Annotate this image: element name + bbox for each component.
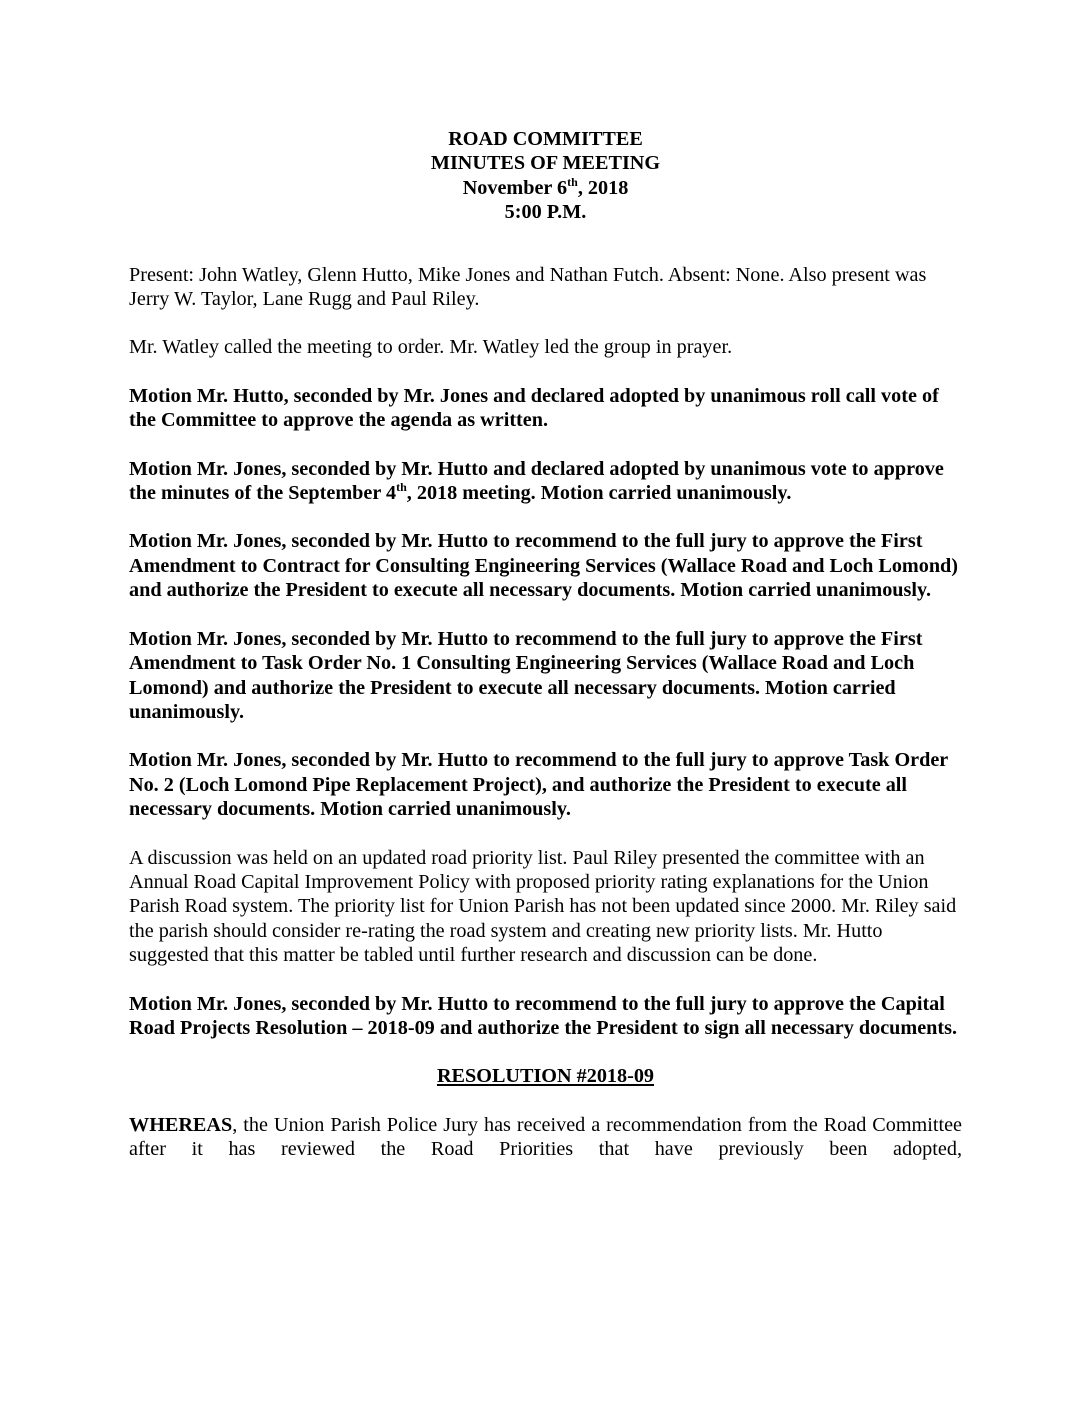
committee-title: ROAD COMMITTEE (448, 128, 643, 150)
whereas-paragraph (129, 1113, 962, 1162)
whereas-word: WHEREAS (129, 1113, 233, 1136)
document-heading (129, 127, 962, 225)
minutes-title: MINUTES OF MEETING (430, 152, 661, 175)
discussion-paragraph: A discussion was held on an updated road priority list. Paul Riley presented the committee with an Annual Road Capital Improvement Policy with proposed priority rating explanations for the Union Parish Road system. The priority list for Union Parish has not been updated since 2000. Mr. Riley said the parish should consider re-rating the road system and creating new priority lists. Mr. Hutto suggested that this matter be tabled until further research and discussion can be done. (129, 846, 957, 967)
motion-minutes-end: , 2018 meeting. Motion carried unanimously. (406, 482, 792, 505)
motion-task-order-1: Motion Mr. Jones, seconded by Mr. Hutto to recommend to the full jury to approve the First Amendment to Task Order No. 1 Consulting Engineering Services (Wallace Road and Loch Lomond) and authorize the President to execute all necessary documents. Motion carried unanimously. (129, 627, 923, 723)
motion-agenda: Motion Mr. Hutto, seconded by Mr. Jones and declared adopted by unanimous roll call vote of the Committee to approve the agenda as written. (129, 384, 939, 432)
meeting-time: 5:00 P.M. (504, 201, 587, 224)
whereas-text: , the Union Parish Police Jury has received a recommendation from the Road Committee after it has reviewed the Road Priorities that have previously been adopted, (129, 1113, 962, 1161)
motion-task-order-2: Motion Mr. Jones, seconded by Mr. Hutto to recommend to the full jury to approve Task Order No. 2 (Loch Lomond Pipe Replacement Project), and authorize the President to execute all necessary documents. Motion carried unanimously. (129, 749, 948, 821)
document-page (129, 127, 962, 1186)
motion-minutes-text: Motion Mr. Jones, seconded by Mr. Hutto and declared adopted by unanimous vote to approve the minutes of the September 4 (129, 457, 944, 505)
motion-minutes-suffix: th (396, 480, 407, 495)
attendance-paragraph: Present: John Watley, Glenn Hutto, Mike Jones and Nathan Futch. Absent: None. Also present was Jerry W. Taylor, Lane Rugg and Paul Riley. (129, 263, 927, 311)
meeting-date (129, 176, 962, 200)
call-to-order-paragraph: Mr. Watley called the meeting to order. Mr. Watley led the group in prayer. (129, 336, 733, 359)
meeting-date-text: November 6 (462, 176, 568, 199)
motion-resolution: Motion Mr. Jones, seconded by Mr. Hutto to recommend to the full jury to approve the Capital Road Projects Resolution – 2018-09 and authorize the President to sign all necessary documents. (129, 992, 958, 1039)
motion-minutes (129, 457, 962, 506)
meeting-date-suffix: th (567, 174, 578, 189)
meeting-date-year: , 2018 (577, 176, 629, 199)
motion-contract-amendment: Motion Mr. Jones, seconded by Mr. Hutto to recommend to the full jury to approve the First Amendment to Contract for Consulting Engineering Services (Wallace Road and Loch Lomond) and authorize the President to execute all necessary documents. Motion carried unanimously. (129, 530, 958, 602)
resolution-title: RESOLUTION #2018-09 (436, 1065, 655, 1088)
